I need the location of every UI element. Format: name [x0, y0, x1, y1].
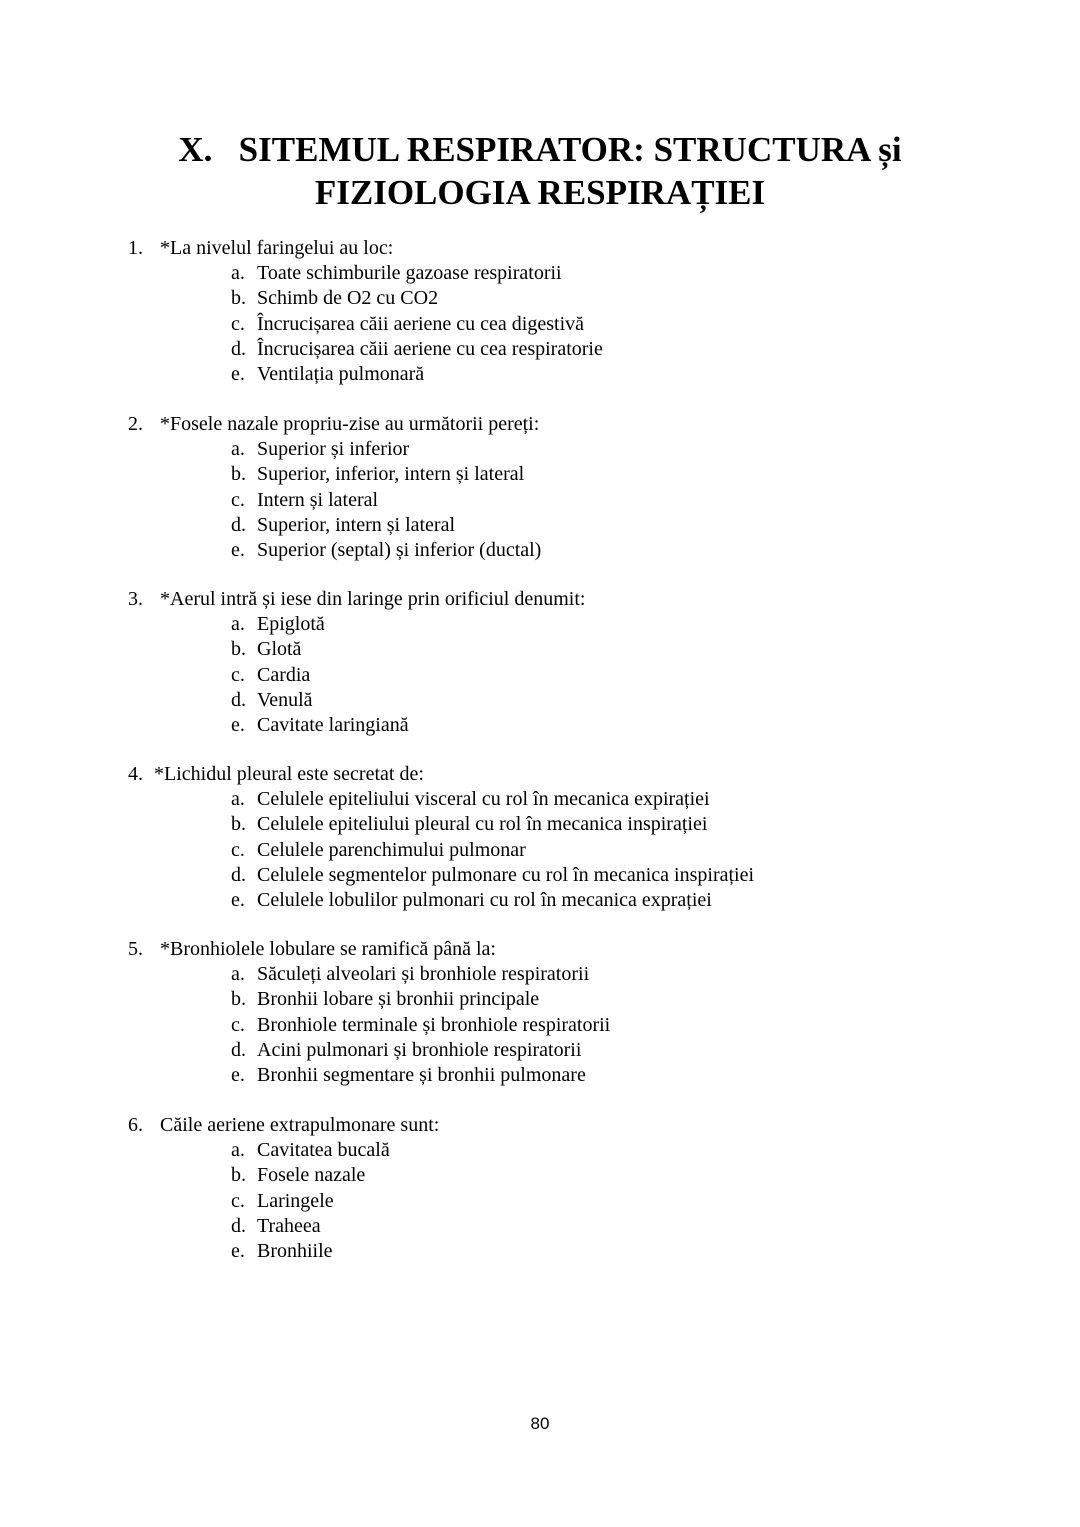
answer-option: [231, 1138, 439, 1163]
answer-option: [231, 612, 585, 637]
option-text: Superior, intern și lateral: [257, 513, 456, 536]
answer-option: [231, 787, 754, 812]
option-text: Celulele epiteliului visceral cu rol în mecanica expirației: [257, 788, 710, 811]
option-letter: e.: [231, 1064, 245, 1087]
question-text: *Aerul intră și iese din laringe prin orificiul denumit:: [160, 588, 586, 610]
answer-option: [231, 1063, 610, 1088]
answer-option: [231, 286, 603, 311]
option-letter: c.: [231, 312, 245, 335]
option-text: Laringele: [257, 1189, 334, 1212]
answer-option: [231, 1038, 610, 1063]
option-letter: d.: [231, 863, 246, 886]
question-stem: [128, 937, 610, 962]
answer-option: [231, 688, 585, 713]
answer-options: [231, 437, 541, 563]
question-stem: [128, 587, 585, 612]
question-text: Căile aeriene extrapulmonare sunt:: [160, 1114, 440, 1136]
option-letter: a.: [231, 1139, 245, 1162]
answer-option: [231, 312, 603, 337]
question-text: *La nivelul faringelui au loc:: [160, 237, 394, 259]
question-6: [128, 1113, 439, 1264]
option-letter: d.: [231, 1214, 246, 1237]
answer-option: [231, 261, 603, 286]
option-letter: e.: [231, 714, 245, 737]
answer-option: [231, 488, 541, 513]
chapter-title: [0, 128, 1080, 214]
option-letter: b.: [231, 638, 246, 661]
answer-option: [231, 538, 541, 563]
question-stem: [128, 412, 541, 437]
option-text: Cavitatea bucală: [257, 1139, 390, 1162]
option-letter: e.: [231, 889, 245, 912]
option-text: Superior (septal) și inferior (ductal): [257, 539, 542, 562]
option-letter: e.: [231, 363, 245, 386]
option-letter: a.: [231, 788, 245, 811]
option-text: Cavitate laringiană: [257, 714, 409, 737]
question-number: 2.: [128, 413, 143, 435]
option-text: Încrucișarea căii aeriene cu cea digestivă: [257, 312, 585, 335]
question-text: *Fosele nazale propriu-zise au următorii pereți:: [160, 413, 540, 435]
option-text: Glotă: [257, 638, 302, 661]
answer-option: [231, 863, 754, 888]
option-text: Intern și lateral: [257, 488, 379, 511]
option-text: Celulele lobulilor pulmonari cu rol în mecanica exprației: [257, 889, 712, 912]
question-number: 1.: [128, 237, 143, 259]
option-letter: a.: [231, 963, 245, 986]
answer-option: [231, 462, 541, 487]
question-1: [128, 236, 603, 387]
option-text: Bronhiole terminale și bronhiole respiratorii: [257, 1013, 611, 1036]
answer-option: [231, 888, 754, 913]
option-letter: a.: [231, 613, 245, 636]
option-text: Venulă: [257, 688, 313, 711]
option-letter: c.: [231, 1013, 245, 1036]
option-text: Bronhiile: [257, 1240, 333, 1263]
page-number: 80: [530, 1414, 550, 1433]
option-letter: a.: [231, 438, 245, 461]
answer-option: [231, 962, 610, 987]
option-text: Celulele parenchimului pulmonar: [257, 838, 526, 861]
option-text: Celulele segmentelor pulmonare cu rol în mecanica inspirației: [257, 863, 755, 886]
answer-option: [231, 812, 754, 837]
question-stem: [128, 762, 754, 787]
answer-option: [231, 437, 541, 462]
question-stem: [128, 1113, 439, 1138]
option-letter: e.: [231, 539, 245, 562]
question-text: *Bronhiolele lobulare se ramifică până la:: [160, 938, 496, 960]
question-4: [128, 762, 754, 913]
answer-option: [231, 663, 585, 688]
answer-options: [231, 261, 603, 387]
chapter-title-line-1: X. SITEMUL RESPIRATOR: STRUCTURA și: [178, 130, 902, 169]
question-number: 4.: [128, 763, 143, 785]
option-text: Fosele nazale: [257, 1164, 366, 1187]
answer-option: [231, 838, 754, 863]
option-text: Bronhii lobare și bronhii principale: [257, 988, 540, 1011]
option-text: Superior, inferior, intern și lateral: [257, 463, 525, 486]
option-text: Săculeți alveolari și bronhiole respiratorii: [257, 963, 590, 986]
option-text: Acini pulmonari și bronhiole respiratorii: [257, 1038, 582, 1061]
option-letter: c.: [231, 488, 245, 511]
option-text: Epiglotă: [257, 613, 325, 636]
option-text: Schimb de O2 cu CO2: [257, 287, 439, 310]
option-letter: b.: [231, 813, 246, 836]
option-text: Bronhii segmentare și bronhii pulmonare: [257, 1064, 586, 1087]
option-letter: d.: [231, 1038, 246, 1061]
question-5: [128, 937, 610, 1088]
answer-option: [231, 1163, 439, 1188]
option-letter: e.: [231, 1240, 245, 1263]
question-2: [128, 412, 541, 563]
option-letter: c.: [231, 663, 245, 686]
option-text: Celulele epiteliului pleural cu rol în mecanica inspirației: [257, 813, 708, 836]
question-stem: [128, 236, 603, 261]
question-number: 3.: [128, 588, 143, 610]
option-text: Cardia: [257, 663, 311, 686]
answer-option: [231, 987, 610, 1012]
question-number: 6.: [128, 1114, 143, 1136]
option-letter: b.: [231, 287, 246, 310]
answer-option: [231, 1239, 439, 1264]
answer-option: [231, 337, 603, 362]
answer-options: [231, 612, 585, 738]
question-3: [128, 587, 585, 738]
option-text: Ventilația pulmonară: [257, 363, 425, 386]
answer-option: [231, 513, 541, 538]
option-letter: b.: [231, 988, 246, 1011]
answer-option: [231, 1013, 610, 1038]
question-number: 5.: [128, 938, 143, 960]
option-letter: b.: [231, 1164, 246, 1187]
answer-option: [231, 1214, 439, 1239]
answer-option: [231, 713, 585, 738]
option-letter: c.: [231, 1189, 245, 1212]
answer-options: [231, 1138, 439, 1264]
option-letter: d.: [231, 688, 246, 711]
answer-option: [231, 362, 603, 387]
option-text: Superior și inferior: [257, 438, 410, 461]
question-text: *Lichidul pleural este secretat de:: [154, 763, 424, 785]
option-letter: b.: [231, 463, 246, 486]
option-text: Încrucișarea căii aeriene cu cea respiratorie: [257, 337, 603, 360]
option-text: Toate schimburile gazoase respiratorii: [257, 262, 562, 285]
answer-option: [231, 637, 585, 662]
option-letter: c.: [231, 838, 245, 861]
answer-options: [231, 787, 754, 913]
option-letter: d.: [231, 337, 246, 360]
option-text: Traheea: [257, 1214, 321, 1237]
option-letter: d.: [231, 513, 246, 536]
answer-options: [231, 962, 610, 1088]
answer-option: [231, 1189, 439, 1214]
chapter-title-line-2: FIZIOLOGIA RESPIRAȚIEI: [314, 173, 766, 212]
option-letter: a.: [231, 262, 245, 285]
